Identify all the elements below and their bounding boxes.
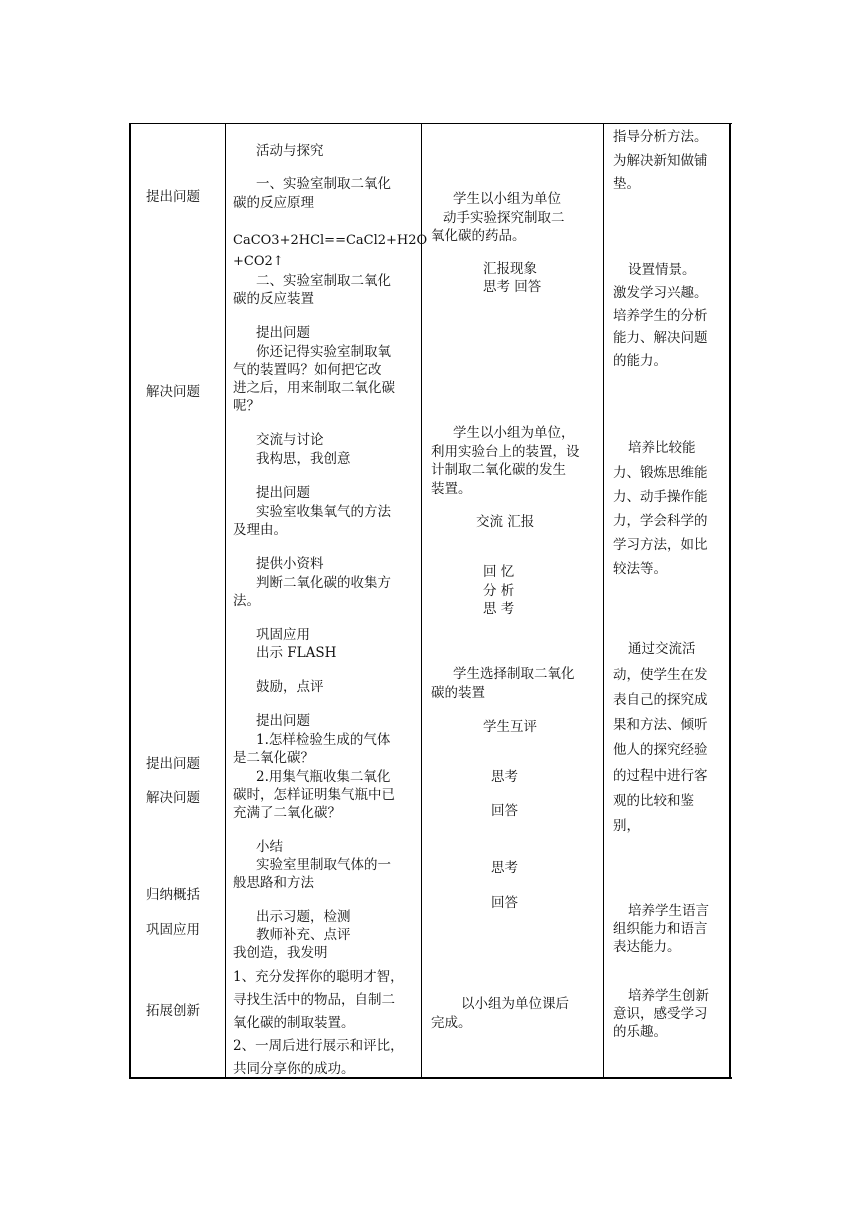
activity-text: 般思路和方法 — [233, 875, 314, 891]
intent-text: 观的比较和鉴 — [613, 793, 694, 809]
intent-text: 通过交流活 — [628, 641, 696, 657]
student-text: 利用实验台上的装置，设 — [431, 444, 580, 460]
intent-text: 力，学会科学的 — [613, 513, 708, 529]
activity-text: 判断二氧化碳的收集方 — [256, 575, 391, 591]
stage-label: 拓展创新 — [146, 1003, 200, 1019]
chemical-equation: +CO2↑ — [233, 254, 284, 269]
intent-text: 学习方法，如比 — [613, 537, 708, 553]
question-text: 气的装置吗？如何把它改 — [233, 362, 382, 378]
intent-text: 表达能力。 — [613, 939, 681, 955]
student-text: 分 析 — [483, 583, 515, 599]
student-text: 思考 — [491, 860, 518, 876]
prompt-heading: 提出问题 — [256, 713, 310, 729]
prompt-heading: 巩固应用 — [256, 627, 310, 643]
extension-text: 共同分享你的成功。 — [233, 1061, 355, 1077]
activity-text: 法。 — [233, 593, 260, 609]
section-heading: 碳的反应原理 — [233, 195, 314, 211]
intent-text: 指导分析方法。 — [613, 129, 708, 145]
activity-text: 出示习题，检测 — [256, 909, 351, 925]
column-divider-1 — [225, 123, 226, 1079]
intent-text: 培养学生创新 — [628, 988, 709, 1004]
extension-text: 寻找生活中的物品，自制二 — [233, 992, 395, 1008]
intent-text: 动，使学生在发 — [613, 667, 708, 683]
student-text: 完成。 — [431, 1015, 472, 1031]
activity-text: 我创造，我发明 — [233, 945, 328, 961]
question-text: 你还记得实验室制取氧 — [256, 344, 391, 360]
student-text: 碳的装置 — [431, 685, 485, 701]
intent-text: 能力、解决问题 — [613, 330, 708, 346]
student-text: 思考 — [491, 769, 518, 785]
stage-label: 解决问题 — [146, 384, 200, 400]
stage-label: 提出问题 — [146, 189, 200, 205]
activity-text: 教师补充、点评 — [256, 927, 351, 943]
intent-text: 设置情景。 — [628, 262, 696, 278]
stage-label: 解决问题 — [146, 790, 200, 806]
student-text: 回答 — [491, 895, 518, 911]
stage-label: 归纳概括 — [146, 887, 200, 903]
student-text: 学生以小组为单位， — [453, 425, 575, 441]
question-text: 充满了二氧化碳？ — [233, 805, 341, 821]
column-divider-2 — [421, 123, 422, 1079]
intent-text: 较法等。 — [613, 561, 667, 577]
question-text: 碳时，怎样证明集气瓶中已 — [233, 787, 395, 803]
student-text: 学生互评 — [483, 719, 537, 735]
intent-text: 力、动手操作能 — [613, 489, 708, 505]
student-text: 交流 汇报 — [476, 514, 535, 530]
intent-text: 果和方法、倾听 — [613, 717, 708, 733]
student-text: 思 考 — [483, 601, 515, 617]
student-text: 学生选择制取二氧化 — [453, 666, 575, 682]
intent-text: 培养学生的分析 — [613, 308, 708, 324]
intent-text: 培养比较能 — [628, 440, 696, 456]
intent-text: 的乐趣。 — [613, 1024, 667, 1040]
question-text: 2.用集气瓶收集二氧化 — [256, 769, 391, 785]
student-text: 学生以小组为单位 — [453, 191, 561, 207]
intent-text: 意识，感受学习 — [613, 1006, 708, 1022]
activity-text: 实验室里制取气体的一 — [256, 857, 391, 873]
section-heading: 碳的反应装置 — [233, 291, 314, 307]
extension-text: 1、充分发挥你的聪明才智， — [233, 969, 404, 985]
table-bottom-border — [129, 1077, 732, 1079]
question-text: 实验室收集氧气的方法 — [256, 504, 391, 520]
student-text: 氧化碳的药品。 — [431, 228, 526, 244]
question-text: 是二氧化碳？ — [233, 750, 314, 766]
activity-text: 我构思，我创意 — [256, 451, 351, 467]
column-divider-3 — [603, 123, 604, 1079]
prompt-heading: 提出问题 — [256, 485, 310, 501]
prompt-heading: 提出问题 — [256, 325, 310, 341]
prompt-heading: 小结 — [256, 839, 283, 855]
table-right-border — [729, 123, 731, 1079]
intent-text: 组织能力和语言 — [613, 921, 708, 937]
intent-text: 垫。 — [613, 176, 640, 192]
intent-text: 培养学生语言 — [628, 903, 709, 919]
question-text: 及理由。 — [233, 522, 287, 538]
intent-text: 的过程中进行客 — [613, 768, 708, 784]
section-heading: 二、实验室制取二氧化 — [256, 273, 391, 289]
section-heading: 一、实验室制取二氧化 — [256, 176, 391, 192]
intent-text: 他人的探究经验 — [613, 742, 708, 758]
table-left-border — [129, 123, 131, 1079]
student-text: 回答 — [491, 803, 518, 819]
prompt-heading: 提供小资料 — [256, 556, 324, 572]
activity-heading: 活动与探究 — [256, 143, 324, 159]
intent-text: 激发学习兴趣。 — [613, 285, 708, 301]
intent-text: 的能力。 — [613, 353, 667, 369]
student-text: 动手实验探究制取二 — [443, 210, 565, 226]
student-text: 汇报现象 — [483, 261, 537, 277]
activity-text: 出示 FLASH — [256, 645, 337, 661]
student-text: 装置。 — [431, 481, 472, 497]
question-text: 1.怎样检验生成的气体 — [256, 732, 391, 748]
question-text: 进之后，用来制取二氧化碳 — [233, 380, 395, 396]
extension-text: 2、一周后进行展示和评比， — [233, 1038, 404, 1054]
intent-text: 别， — [613, 818, 640, 834]
question-text: 呢？ — [233, 398, 260, 414]
activity-text: 鼓励，点评 — [256, 679, 324, 695]
student-text: 思考 回答 — [483, 279, 542, 295]
stage-label: 巩固应用 — [146, 922, 200, 938]
student-text: 计制取二氧化碳的发生 — [431, 462, 566, 478]
prompt-heading: 交流与讨论 — [256, 432, 324, 448]
student-text: 回 忆 — [483, 564, 515, 580]
student-text: 以小组为单位课后 — [461, 996, 569, 1012]
intent-text: 表自己的探究成 — [613, 692, 708, 708]
table-top-border — [129, 123, 732, 124]
extension-text: 氧化碳的制取装置。 — [233, 1015, 355, 1031]
chemical-equation: CaCO3+2HCl==CaCl2+H2O — [233, 233, 428, 248]
stage-label: 提出问题 — [146, 756, 200, 772]
intent-text: 为解决新知做铺 — [613, 153, 708, 169]
intent-text: 力、锻炼思维能 — [613, 465, 708, 481]
